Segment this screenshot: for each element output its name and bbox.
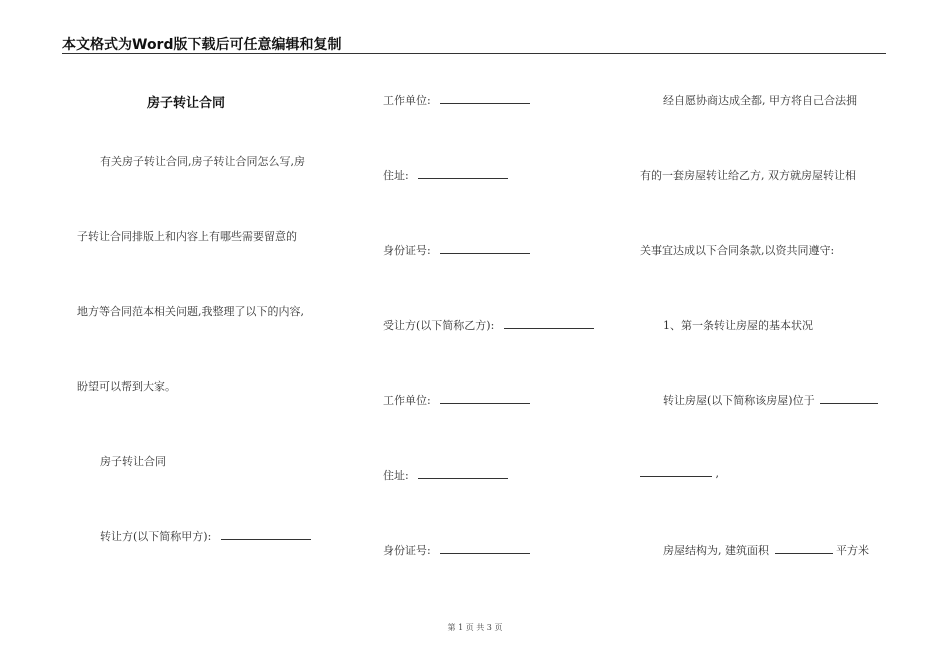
work-unit-label-1: 工作单位: bbox=[383, 94, 431, 107]
address-field-2 bbox=[383, 467, 508, 483]
work-unit-blank-1 bbox=[440, 94, 530, 104]
contract-subtitle: 房子转让合同 bbox=[100, 455, 166, 468]
agreement-line-2: 有的一套房屋转让给乙方, 双方就房屋转让相 bbox=[640, 169, 856, 182]
work-unit-field-2 bbox=[383, 392, 530, 408]
work-unit-label-2: 工作单位: bbox=[383, 394, 431, 407]
page-number: 第 1 页 共 3 页 bbox=[447, 623, 503, 632]
property-location-label: 转让房屋(以下简称该房屋)位于 bbox=[663, 394, 815, 407]
agreement-line-3: 关事宜达成以下合同条款,以资共同遵守: bbox=[640, 244, 835, 257]
id-number-blank-2 bbox=[440, 544, 530, 554]
transferor-label: 转让方(以下简称甲方): bbox=[100, 530, 212, 543]
area-unit: 平方米 bbox=[836, 544, 869, 557]
work-unit-field-1 bbox=[383, 92, 530, 108]
id-number-field-2 bbox=[383, 542, 530, 558]
transferor-field bbox=[100, 528, 311, 544]
address-label-2: 住址: bbox=[383, 469, 409, 482]
structure-area-field bbox=[663, 542, 869, 558]
intro-line-3: 地方等合同范本相关问题,我整理了以下的内容, bbox=[77, 305, 304, 318]
structure-area-label: 房屋结构为, 建筑面积 bbox=[663, 544, 769, 557]
property-location-blank bbox=[820, 394, 878, 404]
transferee-field bbox=[383, 317, 594, 333]
address-field-1 bbox=[383, 167, 508, 183]
id-number-field-1 bbox=[383, 242, 530, 258]
address-blank-2 bbox=[418, 469, 508, 479]
continuation-comma: , bbox=[715, 467, 719, 480]
intro-line-4: 盼望可以帮到大家。 bbox=[77, 380, 176, 393]
transferor-blank bbox=[221, 530, 311, 540]
property-location-continuation bbox=[640, 467, 719, 480]
address-blank-1 bbox=[418, 169, 508, 179]
document-title: 房子转让合同 bbox=[147, 96, 226, 111]
transferee-blank bbox=[504, 319, 594, 329]
intro-line-2: 子转让合同排版上和内容上有哪些需要留意的 bbox=[77, 230, 297, 243]
property-location-blank-2 bbox=[640, 467, 712, 477]
area-blank bbox=[775, 544, 833, 554]
id-number-blank-1 bbox=[440, 244, 530, 254]
transferee-label: 受让方(以下简称乙方): bbox=[383, 319, 495, 332]
document-header-title: 本文格式为Word版下载后可任意编辑和复制 bbox=[62, 37, 342, 53]
id-number-label-1: 身份证号: bbox=[383, 244, 431, 257]
address-label-1: 住址: bbox=[383, 169, 409, 182]
property-location-field bbox=[663, 392, 878, 408]
header-divider bbox=[62, 53, 886, 54]
clause-heading: 1、第一条转让房屋的基本状况 bbox=[663, 319, 813, 332]
work-unit-blank-2 bbox=[440, 394, 530, 404]
agreement-line-1: 经自愿协商达成全都, 甲方将自己合法拥 bbox=[663, 94, 857, 107]
intro-line-1: 有关房子转让合同,房子转让合同怎么写,房 bbox=[100, 155, 305, 168]
id-number-label-2: 身份证号: bbox=[383, 544, 431, 557]
